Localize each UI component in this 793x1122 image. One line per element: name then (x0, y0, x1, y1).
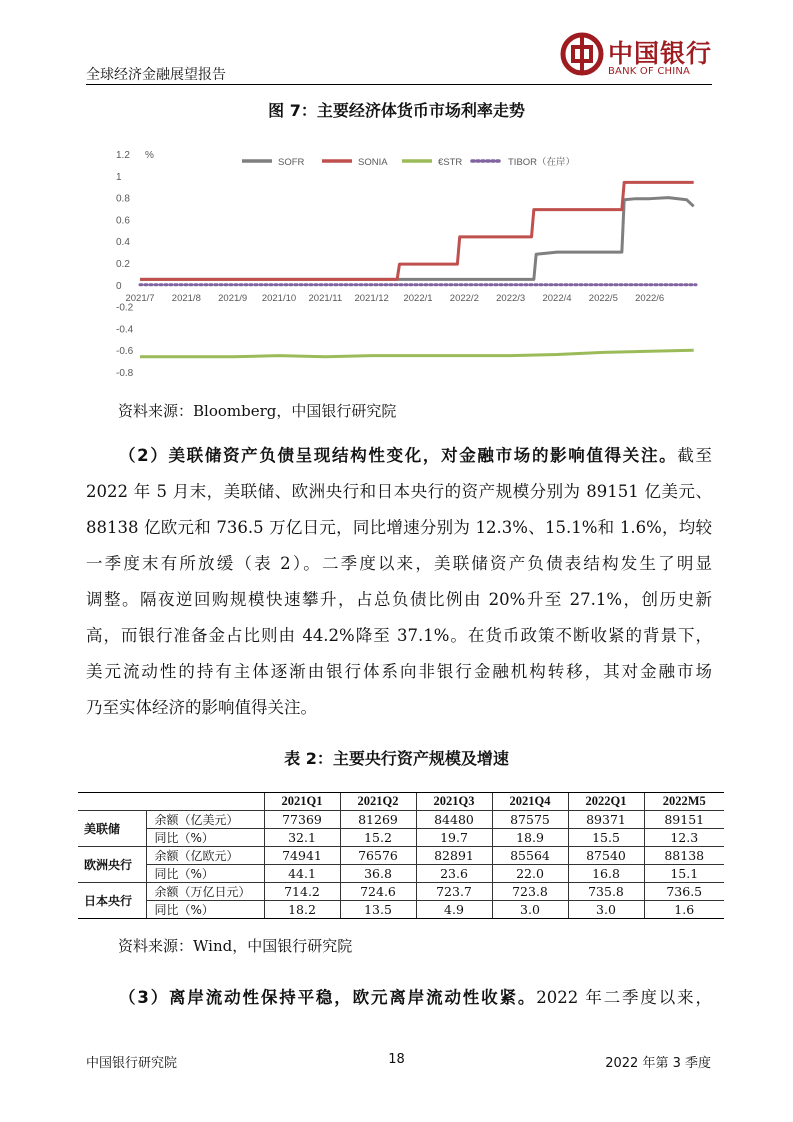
table-cell: 3.0 (568, 901, 644, 919)
table-cell: 76576 (340, 847, 416, 865)
x-tick-label: 2022/6 (635, 292, 665, 304)
y-tick-label: -0.6 (116, 346, 134, 358)
table-cell: 4.9 (416, 901, 492, 919)
paragraph-line: 88138 亿欧元和 736.5 万亿日元，同比增速分别为 12.3%、15.1%和 1.6%，均较 (86, 518, 712, 537)
paragraph-fed-balance-sheet (86, 438, 712, 726)
x-tick-label: 2021/10 (261, 292, 297, 304)
page-number: 18 (388, 1052, 405, 1067)
y-tick-label: -0.4 (116, 324, 134, 336)
table-column-header: 2022M5 (644, 793, 724, 811)
legend-label: SONIA (358, 157, 388, 168)
table-cell: 18.2 (264, 901, 340, 919)
y-tick-label: -0.8 (116, 368, 134, 379)
table-cell: 81269 (340, 811, 416, 829)
header-report-title: 全球经济金融展望报告 (86, 67, 226, 83)
table-cell: 82891 (416, 847, 492, 865)
paragraph-line (86, 980, 712, 1016)
table-cell: 84480 (416, 811, 492, 829)
y-tick-label: 0.2 (116, 259, 130, 270)
table-cell: 3.0 (492, 901, 568, 919)
paragraph-offshore-liquidity (86, 980, 712, 1016)
table-cell: 15.5 (568, 829, 644, 847)
figure-source: 资料来源：Bloomberg，中国银行研究院 (118, 402, 397, 420)
paragraph-text: 2022 年二季度以来， (536, 988, 712, 1007)
table-metric: 余额（亿欧元） (146, 847, 264, 865)
table-cell: 36.8 (340, 865, 416, 883)
legend-label: SOFR (278, 157, 305, 168)
table-source: 资料来源：Wind，中国银行研究院 (118, 937, 353, 955)
paragraph-line: 高，而银行准备金占比则由 44.2%降至 37.1%。在货币政策不断收紧的背景下， (86, 626, 712, 645)
x-tick-label: 2022/1 (403, 292, 433, 304)
y-tick-label: 0.8 (116, 193, 130, 205)
y-tick-label: 1.2 (116, 150, 130, 161)
table-cell: 74941 (264, 847, 340, 865)
table-column-header: 2021Q3 (416, 793, 492, 811)
table-cell: 1.6 (644, 901, 724, 919)
paragraph-text: 截至 (677, 446, 713, 465)
paragraph-line (86, 438, 712, 474)
table-column-header: 2021Q2 (340, 793, 416, 811)
bank-logo (558, 30, 718, 82)
bank-logo-icon (560, 32, 604, 76)
paragraph-line: 2022 年 5 月末，美联储、欧洲央行和日本央行的资产规模分别为 89151 亿美元、 (86, 482, 712, 501)
table-cell: 714.2 (264, 883, 340, 901)
paragraph-line: 调整。隔夜逆回购规模快速攀升，占总负债比例由 20%升至 27.1%，创历史新 (86, 590, 712, 609)
logo-chinese-name: 中国银行 (608, 39, 713, 68)
y-axis-unit: % (145, 150, 154, 161)
table-cell: 89371 (568, 811, 644, 829)
table-cell: 12.3 (644, 829, 724, 847)
footer-institute: 中国银行研究院 (86, 1056, 178, 1071)
table-column-header: 2021Q4 (492, 793, 568, 811)
table-column-header: 2022Q1 (568, 793, 644, 811)
y-tick-label: 0.6 (116, 215, 130, 227)
paragraph-line: 一季度末有所放缓（表 2）。二季度以来，美联储资产负债表结构发生了明显 (86, 554, 712, 573)
table-cell: 85564 (492, 847, 568, 865)
series-line-1 (140, 182, 694, 279)
table-cell: 15.2 (340, 829, 416, 847)
table-metric: 余额（亿美元） (146, 811, 264, 829)
table-title: 表 2：主要央行资产规模及增速 (284, 749, 509, 768)
table-bank-name: 美联储 (78, 811, 146, 847)
table-cell: 736.5 (644, 883, 724, 901)
table-column-header: 2021Q1 (264, 793, 340, 811)
table-metric: 余额（万亿日元） (146, 883, 264, 901)
table-cell: 44.1 (264, 865, 340, 883)
table-cell: 19.7 (416, 829, 492, 847)
rate-chart (100, 140, 710, 385)
paragraph-heading: （3）离岸流动性保持平稳，欧元离岸流动性收紧。 (119, 988, 537, 1007)
table-cell: 13.5 (340, 901, 416, 919)
central-bank-assets-table (78, 792, 724, 919)
table-cell: 87540 (568, 847, 644, 865)
paragraph-line: 乃至实体经济的影响值得关注。 (86, 698, 317, 717)
table-bank-name: 日本央行 (78, 883, 146, 919)
table-cell: 88138 (644, 847, 724, 865)
x-tick-label: 2021/7 (125, 292, 155, 304)
table-cell: 22.0 (492, 865, 568, 883)
y-tick-label: 0 (116, 280, 122, 292)
table-header-blank (78, 793, 146, 811)
legend-label: TIBOR（在岸） (508, 157, 576, 168)
paragraph-heading: （2）美联储资产负债呈现结构性变化，对金融市场的影响值得关注。 (119, 446, 678, 465)
footer-issue: 2022 年第 3 季度 (605, 1056, 711, 1071)
x-tick-label: 2022/4 (542, 292, 572, 304)
table-header-blank (146, 793, 264, 811)
y-tick-label: -0.2 (116, 302, 134, 314)
table-cell: 15.1 (644, 865, 724, 883)
x-tick-label: 2022/5 (588, 292, 618, 304)
table-row (78, 847, 724, 865)
table-cell: 16.8 (568, 865, 644, 883)
table-cell: 723.7 (416, 883, 492, 901)
x-tick-label: 2022/2 (449, 292, 479, 304)
table-cell: 724.6 (340, 883, 416, 901)
table-row (78, 901, 724, 919)
table-row (78, 865, 724, 883)
table-cell: 735.8 (568, 883, 644, 901)
x-tick-label: 2021/9 (218, 292, 248, 304)
y-tick-label: 1 (116, 171, 122, 183)
x-tick-label: 2021/11 (308, 292, 343, 304)
table-bank-name: 欧洲央行 (78, 847, 146, 883)
series-line-2 (140, 350, 694, 357)
table-header-row (78, 793, 724, 811)
header-divider (86, 84, 712, 85)
table-cell: 32.1 (264, 829, 340, 847)
table-metric: 同比（%） (146, 865, 264, 883)
table-cell: 77369 (264, 811, 340, 829)
x-tick-label: 2021/8 (171, 292, 201, 304)
table-cell: 87575 (492, 811, 568, 829)
table-cell: 723.8 (492, 883, 568, 901)
x-tick-label: 2022/3 (496, 292, 526, 304)
paragraph-line: 美元流动性的持有主体逐渐由银行体系向非银行金融机构转移，其对金融市场 (86, 662, 712, 681)
table-cell: 18.9 (492, 829, 568, 847)
legend-label: €STR (438, 157, 463, 168)
table-metric: 同比（%） (146, 829, 264, 847)
figure-title: 图 7：主要经济体货币市场利率走势 (268, 101, 525, 120)
x-tick-label: 2021/12 (354, 292, 389, 304)
table-cell: 23.6 (416, 865, 492, 883)
y-tick-label: 0.4 (116, 237, 130, 249)
table-metric: 同比（%） (146, 901, 264, 919)
logo-english-name: BANK OF CHINA (608, 66, 691, 77)
table-row (78, 883, 724, 901)
table-row (78, 829, 724, 847)
table-cell: 89151 (644, 811, 724, 829)
table-row (78, 811, 724, 829)
